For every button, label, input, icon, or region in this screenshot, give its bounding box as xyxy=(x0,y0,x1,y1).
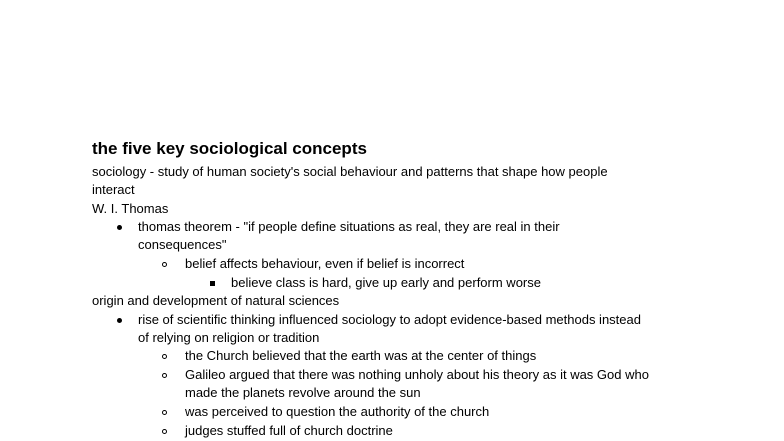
text-line: interact xyxy=(92,182,135,197)
text-line: sociology - study of human society's social behaviour and patterns that shape how people xyxy=(92,164,608,179)
list-item: judges stuffed full of church doctrine xyxy=(185,423,393,438)
list-item-continuation: consequences" xyxy=(138,237,227,252)
list-item: the Church believed that the earth was at the center of things xyxy=(185,348,537,363)
filled-square-bullet-icon xyxy=(210,281,215,286)
hollow-circle-bullet-icon xyxy=(162,410,167,415)
list-item: Galileo argued that there was nothing unholy about his theory as it was God who xyxy=(185,367,649,382)
hollow-circle-bullet-icon xyxy=(162,262,167,267)
list-item: belief affects behaviour, even if belief is incorrect xyxy=(185,256,465,271)
filled-circle-bullet-icon xyxy=(117,225,122,230)
hollow-circle-bullet-icon xyxy=(162,354,167,359)
list-item: was perceived to question the authority of the church xyxy=(185,404,490,419)
list-item-continuation: made the planets revolve around the sun xyxy=(185,385,421,400)
hollow-circle-bullet-icon xyxy=(162,429,167,434)
list-item: rise of scientific thinking influenced sociology to adopt evidence-based methods instead xyxy=(138,312,641,327)
text-line: origin and development of natural sciences xyxy=(92,293,340,308)
document-title: the five key sociological concepts xyxy=(92,139,367,158)
list-item: thomas theorem - "if people define situations as real, they are real in their xyxy=(138,219,560,234)
hollow-circle-bullet-icon xyxy=(162,373,167,378)
list-item: believe class is hard, give up early and perform worse xyxy=(231,275,541,290)
filled-circle-bullet-icon xyxy=(117,318,122,323)
list-item-continuation: of relying on religion or tradition xyxy=(138,330,320,345)
text-line: W. I. Thomas xyxy=(92,201,169,216)
